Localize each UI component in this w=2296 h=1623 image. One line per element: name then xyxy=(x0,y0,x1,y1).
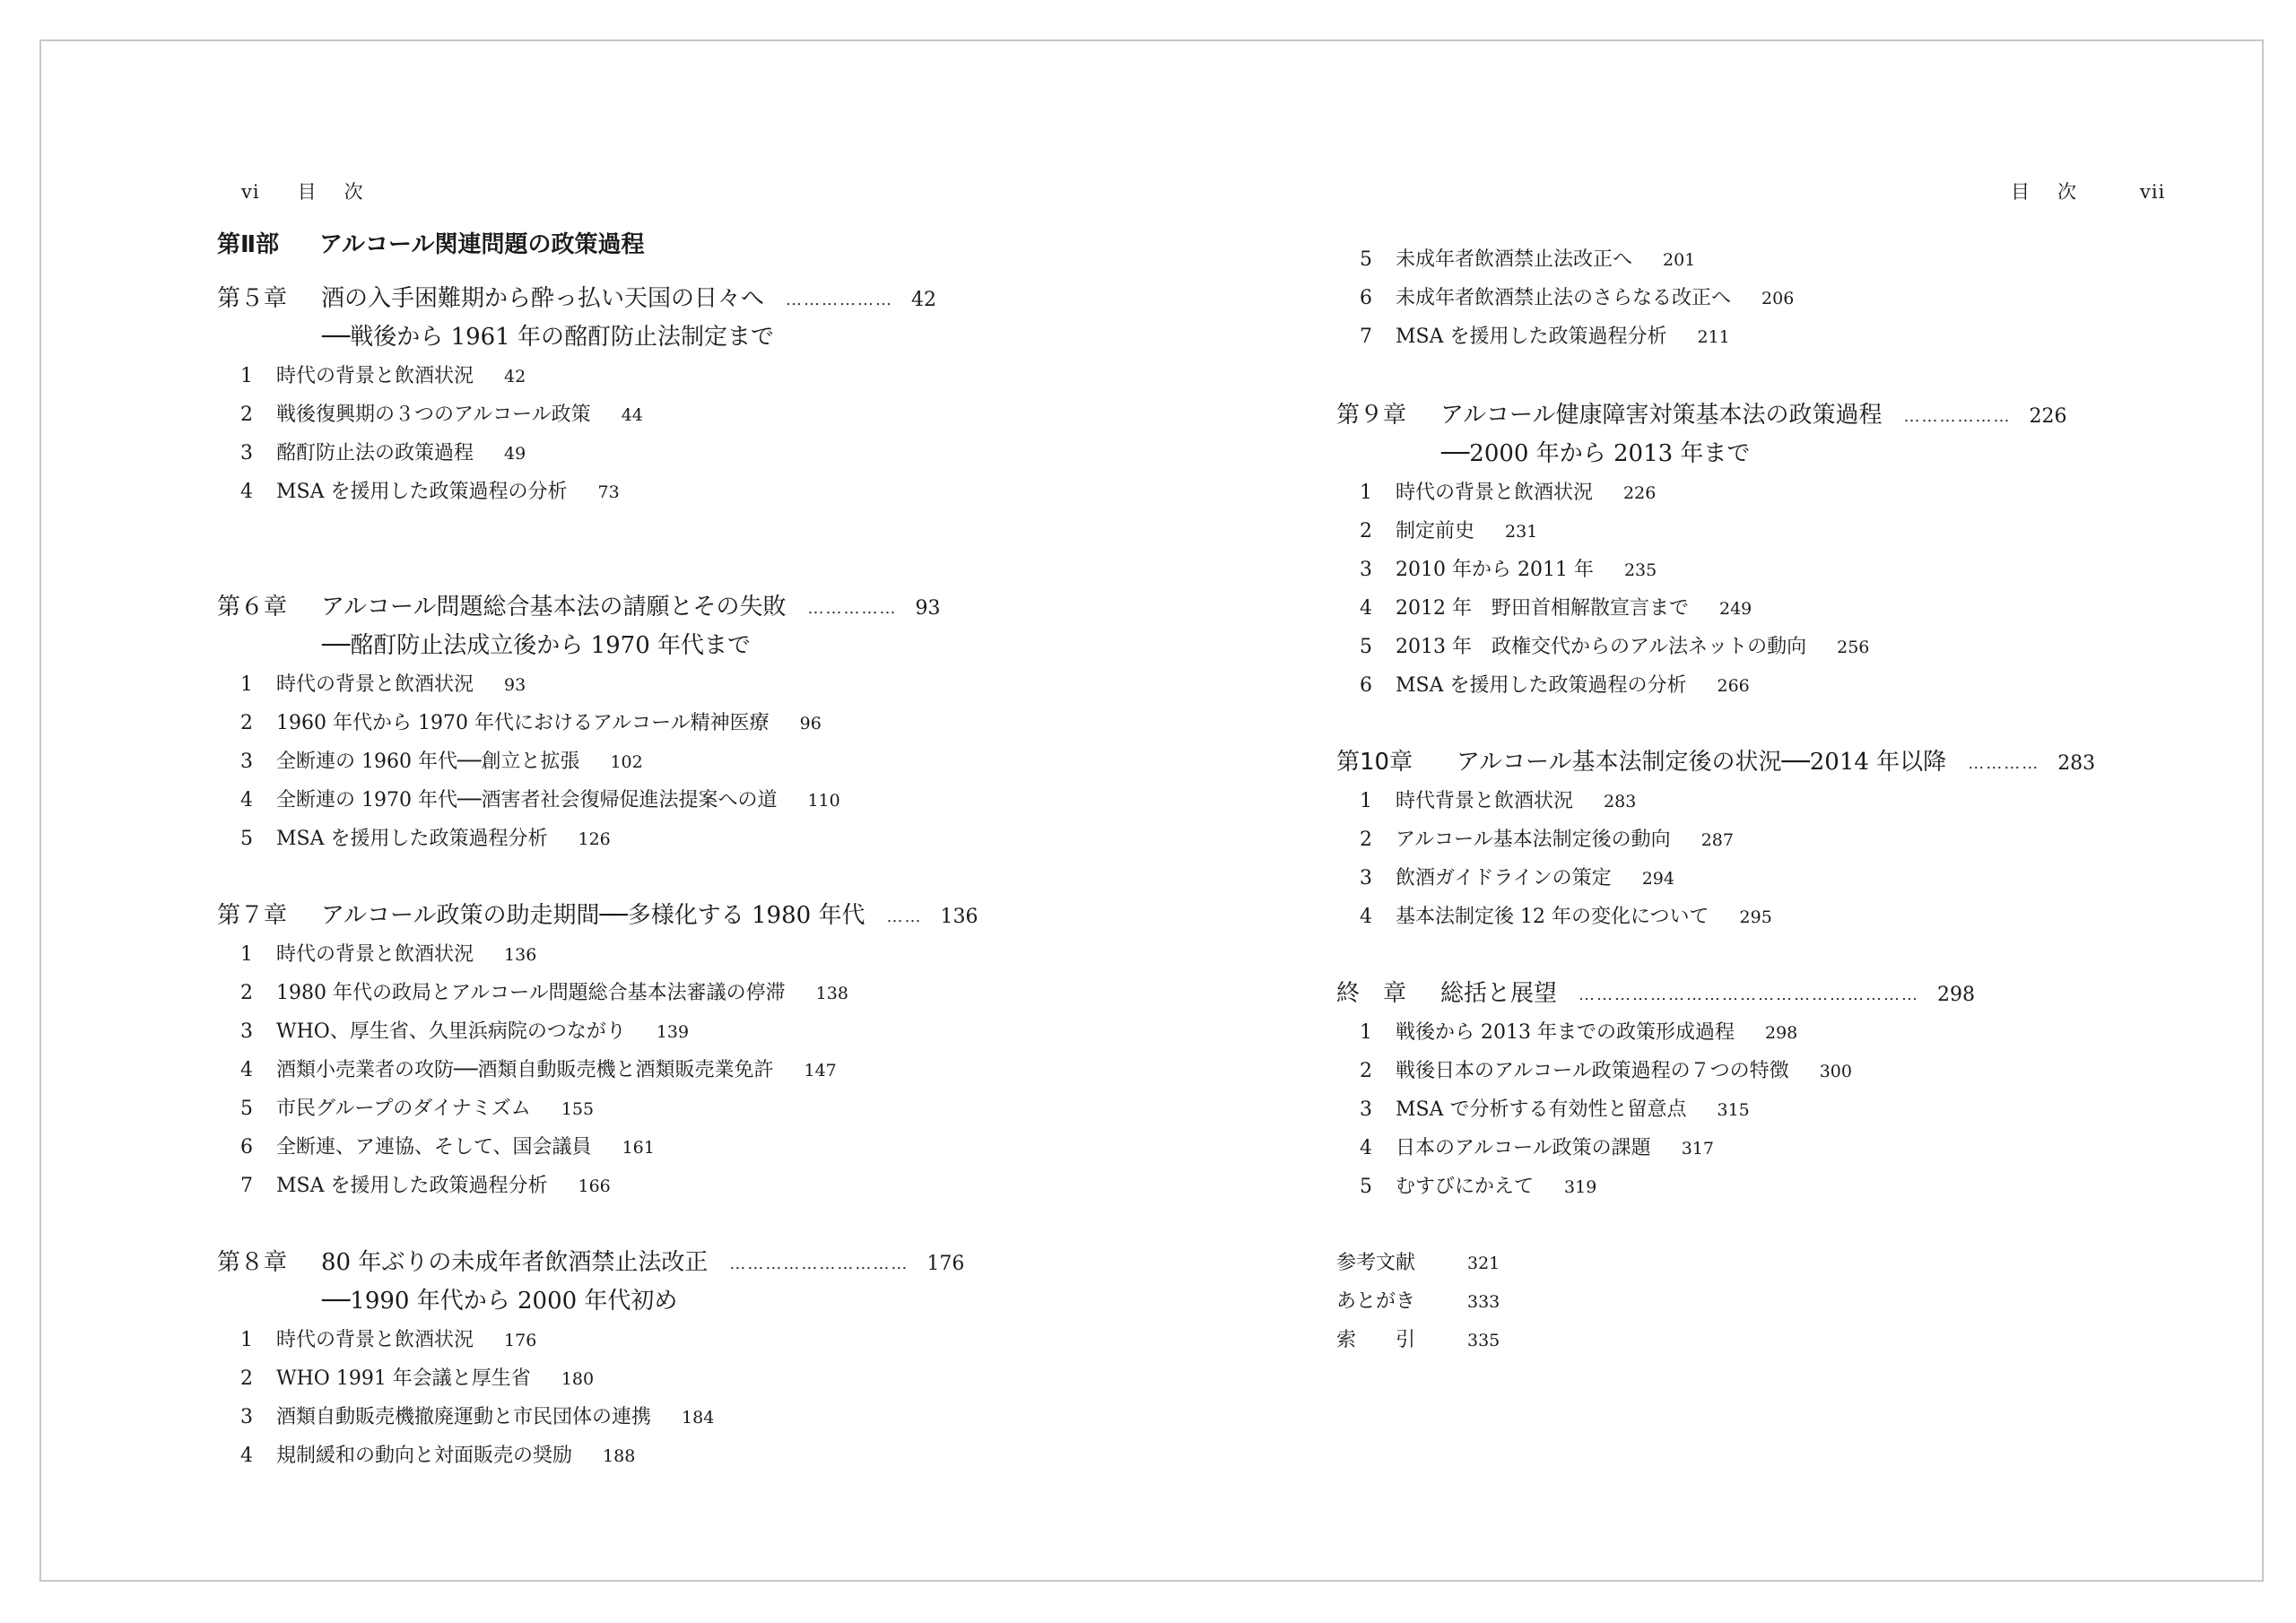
chapter-subtitle: ──2000 年から 2013 年まで xyxy=(1441,440,1751,467)
section-number: 1 xyxy=(1360,1021,1372,1044)
section-number: 3 xyxy=(1360,1098,1372,1121)
section-title: MSA を援用した政策過程の分析 xyxy=(1396,674,1687,697)
toc-section[interactable] xyxy=(217,399,643,427)
toc-chapter[interactable] xyxy=(217,588,940,621)
leader-dots: ………… xyxy=(1968,753,2040,773)
page-number: 335 xyxy=(1467,1331,1500,1350)
section-title: MSA を援用した政策過程分析 xyxy=(276,828,548,850)
page-number: 147 xyxy=(804,1061,837,1081)
toc-section[interactable] xyxy=(1336,785,1636,813)
section-number: 5 xyxy=(1360,248,1372,271)
page-number: 206 xyxy=(1761,289,1795,308)
page-number: 226 xyxy=(1623,483,1657,503)
section-number: 7 xyxy=(240,1175,253,1197)
chapter-label: 第７章 xyxy=(217,902,288,929)
toc-section[interactable] xyxy=(217,1363,594,1391)
leader-dots: ……………… xyxy=(1903,406,2012,426)
page-number: 42 xyxy=(911,289,937,311)
toc-section[interactable] xyxy=(217,746,643,774)
toc-section[interactable] xyxy=(1336,901,1772,929)
section-title: 時代の背景と飲酒状況 xyxy=(1396,482,1594,504)
page-number: 136 xyxy=(940,906,978,928)
chapter-title: 酒の入手困難期から酔っ払い天国の日々へ xyxy=(321,285,765,312)
page-number: 298 xyxy=(1937,984,1976,1006)
toc-section[interactable] xyxy=(217,939,536,967)
page-number: 136 xyxy=(504,945,537,965)
back-matter-title: 索 引 xyxy=(1336,1329,1416,1351)
part-label: 第Ⅱ部 xyxy=(217,231,280,258)
page-number: 300 xyxy=(1819,1062,1852,1081)
section-number: 6 xyxy=(1360,674,1372,697)
leader-dots: ………………………………………………… xyxy=(1578,985,1920,1004)
section-number: 3 xyxy=(1360,559,1372,581)
part-title: アルコール関連問題の政策過程 xyxy=(319,231,645,258)
toc-section[interactable] xyxy=(1336,593,1752,621)
section-title: MSA を援用した政策過程分析 xyxy=(1396,325,1667,348)
section-title: 2013 年 政権交代からのアル法ネットの動向 xyxy=(1396,636,1807,658)
section-title: 戦後日本のアルコール政策過程の７つの特徴 xyxy=(1396,1060,1789,1082)
page-number: 333 xyxy=(1467,1292,1500,1312)
toc-section[interactable] xyxy=(217,1170,611,1198)
section-title: 市民グループのダイナミズム xyxy=(276,1098,531,1120)
page-number: 211 xyxy=(1697,327,1730,347)
toc-section[interactable] xyxy=(217,1132,655,1159)
section-number: 1 xyxy=(240,673,253,696)
page-number: 287 xyxy=(1700,830,1734,850)
page-number: 176 xyxy=(504,1331,537,1350)
page-number: 166 xyxy=(578,1176,611,1196)
section-number: 6 xyxy=(240,1136,253,1159)
section-number: 4 xyxy=(240,481,253,503)
folio-left: vi xyxy=(241,181,260,203)
toc-section[interactable] xyxy=(217,476,620,504)
toc-section[interactable] xyxy=(1336,477,1656,505)
toc-section[interactable] xyxy=(217,360,526,388)
page-number: 298 xyxy=(1764,1023,1798,1043)
section-title: 戦後復興期の３つのアルコール政策 xyxy=(276,404,591,426)
toc-chapter[interactable] xyxy=(217,280,936,313)
section-title: 未成年者飲酒禁止法改正へ xyxy=(1396,248,1633,271)
toc-section[interactable] xyxy=(217,438,526,465)
section-title: 未成年者飲酒禁止法のさらなる改正へ xyxy=(1396,287,1732,309)
toc-section[interactable] xyxy=(217,1440,635,1468)
section-title: MSA を援用した政策過程分析 xyxy=(276,1175,548,1197)
section-number: 7 xyxy=(1360,325,1372,348)
section-title: 規制緩和の動向と対面販売の奨励 xyxy=(276,1445,573,1467)
chapter-label: 第10章 xyxy=(1336,749,1413,776)
toc-section[interactable] xyxy=(217,1402,714,1429)
section-number: 2 xyxy=(240,404,253,426)
page-number: 283 xyxy=(1604,792,1637,812)
section-title: 戦後から 2013 年までの政策形成過程 xyxy=(1396,1021,1735,1044)
section-number: 1 xyxy=(1360,482,1372,504)
toc-section[interactable] xyxy=(1336,321,1730,349)
toc-section[interactable] xyxy=(217,707,822,735)
section-number: 4 xyxy=(1360,597,1372,620)
part-heading xyxy=(217,226,644,259)
section-number: 6 xyxy=(1360,287,1372,309)
section-title: MSA を援用した政策過程の分析 xyxy=(276,481,568,503)
page-number: 176 xyxy=(926,1253,965,1275)
section-number: 5 xyxy=(1360,636,1372,658)
page-number: 201 xyxy=(1663,250,1696,270)
section-number: 3 xyxy=(1360,867,1372,890)
toc-section[interactable] xyxy=(1336,863,1674,890)
page-number: 102 xyxy=(610,752,643,772)
toc-section[interactable] xyxy=(1336,1171,1596,1199)
section-number: 1 xyxy=(1360,790,1372,812)
page-number: 49 xyxy=(504,444,526,464)
page-number: 231 xyxy=(1505,522,1538,542)
chapter-label: 第９章 xyxy=(1336,402,1407,429)
page-number: 317 xyxy=(1681,1139,1714,1159)
chapter-label: 第６章 xyxy=(217,594,288,621)
page-number: 283 xyxy=(2057,752,2096,775)
toc-chapter[interactable] xyxy=(1336,975,1975,1008)
section-number: 4 xyxy=(240,789,253,812)
page-number: 184 xyxy=(682,1408,715,1428)
folio-right: vii xyxy=(2140,181,2166,203)
page-number: 188 xyxy=(603,1446,636,1466)
chapter-label: 終 章 xyxy=(1336,980,1407,1007)
toc-section[interactable] xyxy=(217,669,526,697)
running-head-left xyxy=(241,178,364,204)
page-number: 155 xyxy=(561,1099,595,1119)
page-number: 315 xyxy=(1717,1100,1750,1120)
toc-chapter[interactable] xyxy=(1336,396,2066,430)
toc-chapter[interactable] xyxy=(217,1244,964,1277)
toc-section[interactable] xyxy=(217,1055,837,1082)
section-number: 3 xyxy=(240,442,253,464)
section-number: 4 xyxy=(240,1059,253,1081)
section-title: 制定前史 xyxy=(1396,520,1475,542)
chapter-title: アルコール基本法制定後の状況──2014 年以降 xyxy=(1457,749,1947,776)
section-title: 飲酒ガイドラインの策定 xyxy=(1396,867,1612,890)
toc-section[interactable] xyxy=(217,1016,689,1044)
section-number: 3 xyxy=(240,1020,253,1043)
page-number: 321 xyxy=(1467,1254,1500,1273)
page-number: 266 xyxy=(1717,676,1750,696)
section-title: MSA で分析する有効性と留意点 xyxy=(1396,1098,1687,1121)
section-title: 時代の背景と飲酒状況 xyxy=(276,365,474,387)
section-title: WHO 1991 年会議と厚生省 xyxy=(276,1367,531,1390)
chapter-title: アルコール問題総合基本法の請願とその失敗 xyxy=(321,594,787,621)
section-number: 1 xyxy=(240,1329,253,1351)
section-number: 5 xyxy=(240,1098,253,1120)
chapter-label: 第５章 xyxy=(217,285,288,312)
page-number: 235 xyxy=(1623,560,1657,580)
page-number: 319 xyxy=(1564,1177,1597,1197)
section-title: 基本法制定後 12 年の変化について xyxy=(1396,906,1709,928)
chapter-label: 第８章 xyxy=(217,1249,288,1276)
chapter-title: 総括と展望 xyxy=(1440,980,1558,1007)
leader-dots: ……………… xyxy=(786,290,894,309)
section-title: 酒類小売業者の攻防──酒類自動販売機と酒類販売業免許 xyxy=(276,1059,774,1081)
section-title: 全断連の 1970 年代──酒害者社会復帰促進法提案への道 xyxy=(276,789,778,812)
running-head-char: 次 xyxy=(344,181,364,203)
book-spread xyxy=(39,39,2264,1582)
section-title: 1960 年代から 1970 年代におけるアルコール精神医療 xyxy=(276,712,770,734)
section-title: 時代背景と飲酒状況 xyxy=(1396,790,1574,812)
section-number: 5 xyxy=(240,828,253,850)
toc-section[interactable] xyxy=(217,1093,594,1121)
page-number: 110 xyxy=(807,791,840,811)
page-number: 96 xyxy=(799,714,822,733)
toc-section[interactable] xyxy=(1336,670,1750,698)
running-head-char: 目 xyxy=(297,181,317,203)
page-number: 256 xyxy=(1837,638,1870,657)
section-title: アルコール基本法制定後の動向 xyxy=(1396,829,1671,851)
section-number: 2 xyxy=(240,1367,253,1390)
leader-dots: …………… xyxy=(807,598,898,618)
page-number: 93 xyxy=(504,675,526,695)
section-number: 1 xyxy=(240,365,253,387)
toc-section[interactable] xyxy=(1336,631,1869,659)
section-number: 4 xyxy=(1360,1137,1372,1159)
chapter-title: アルコール健康障害対策基本法の政策過程 xyxy=(1440,402,1883,429)
toc-section[interactable] xyxy=(1336,1094,1750,1122)
toc-section[interactable] xyxy=(1336,244,1695,272)
page-number: 73 xyxy=(597,482,620,502)
page-number: 139 xyxy=(656,1022,690,1042)
toc-section[interactable] xyxy=(1336,824,1734,852)
section-number: 2 xyxy=(1360,1060,1372,1082)
section-number: 3 xyxy=(240,751,253,773)
section-number: 2 xyxy=(240,712,253,734)
chapter-title: アルコール政策の助走期間──多様化する 1980 年代 xyxy=(321,902,865,929)
running-head-right xyxy=(2011,178,2165,204)
toc-section[interactable] xyxy=(1336,282,1794,310)
section-title: 酩酊防止法の政策過程 xyxy=(276,442,474,464)
section-title: 時代の背景と飲酒状況 xyxy=(276,1329,474,1351)
toc-section[interactable] xyxy=(217,823,611,851)
toc-section[interactable] xyxy=(217,977,848,1005)
section-number: 2 xyxy=(1360,829,1372,851)
chapter-subtitle: ──戦後から 1961 年の酩酊防止法制定まで xyxy=(322,324,775,351)
section-number: 4 xyxy=(240,1445,253,1467)
page-number: 93 xyxy=(915,597,941,620)
section-number: 2 xyxy=(240,982,253,1004)
section-number: 1 xyxy=(240,943,253,966)
leader-dots: ………………………… xyxy=(729,1254,909,1273)
page-number: 226 xyxy=(2029,405,2067,428)
section-title: 酒類自動販売機撤廃運動と市民団体の連携 xyxy=(276,1406,652,1428)
page-number: 249 xyxy=(1718,599,1752,619)
section-title: 2012 年 野田首相解散宣言まで xyxy=(1396,597,1689,620)
toc-section[interactable] xyxy=(217,785,840,812)
section-title: 2010 年から 2011 年 xyxy=(1396,559,1594,581)
chapter-subtitle: ──1990 年代から 2000 年代初め xyxy=(322,1288,678,1315)
section-title: 全断連、ア連協、そして、国会議員 xyxy=(276,1136,592,1159)
toc-section[interactable] xyxy=(1336,516,1537,543)
toc-back-matter[interactable] xyxy=(1336,1247,1500,1275)
toc-chapter[interactable] xyxy=(217,897,978,930)
section-number: 5 xyxy=(1360,1176,1372,1198)
page-number: 138 xyxy=(815,984,848,1003)
toc-chapter[interactable] xyxy=(1336,743,2095,777)
running-head-char: 次 xyxy=(2057,181,2077,203)
toc-back-matter[interactable] xyxy=(1336,1324,1500,1352)
toc-section[interactable] xyxy=(1336,1055,1852,1083)
page-number: 294 xyxy=(1641,869,1674,889)
toc-section[interactable] xyxy=(1336,554,1657,582)
running-head-char: 目 xyxy=(2011,181,2031,203)
leader-dots: …… xyxy=(886,907,923,926)
section-title: 日本のアルコール政策の課題 xyxy=(1396,1137,1651,1159)
page-number: 42 xyxy=(504,367,526,386)
section-number: 4 xyxy=(1360,906,1372,928)
section-title: 1980 年代の政局とアルコール問題総合基本法審議の停滞 xyxy=(276,982,786,1004)
chapter-subtitle: ──酩酊防止法成立後から 1970 年代まで xyxy=(322,632,752,659)
page-number: 126 xyxy=(578,829,611,849)
section-number: 2 xyxy=(1360,520,1372,542)
toc-back-matter[interactable] xyxy=(1336,1286,1500,1314)
toc-section[interactable] xyxy=(1336,1017,1797,1045)
section-title: 全断連の 1960 年代──創立と拡張 xyxy=(276,751,580,773)
back-matter-title: 参考文献 xyxy=(1336,1252,1416,1274)
section-title: WHO、厚生省、久里浜病院のつながり xyxy=(276,1020,626,1043)
page-number: 161 xyxy=(622,1138,655,1158)
page-number: 180 xyxy=(561,1369,595,1389)
section-number: 3 xyxy=(240,1406,253,1428)
back-matter-title: あとがき xyxy=(1336,1290,1416,1313)
toc-section[interactable] xyxy=(1336,1133,1714,1160)
chapter-title: 80 年ぶりの未成年者飲酒禁止法改正 xyxy=(321,1249,709,1276)
page-number: 44 xyxy=(621,405,643,425)
section-title: 時代の背景と飲酒状況 xyxy=(276,673,474,696)
page-number: 295 xyxy=(1739,907,1772,927)
toc-section[interactable] xyxy=(217,1324,536,1352)
section-title: 時代の背景と飲酒状況 xyxy=(276,943,474,966)
section-title: むすびにかえて xyxy=(1396,1176,1535,1198)
